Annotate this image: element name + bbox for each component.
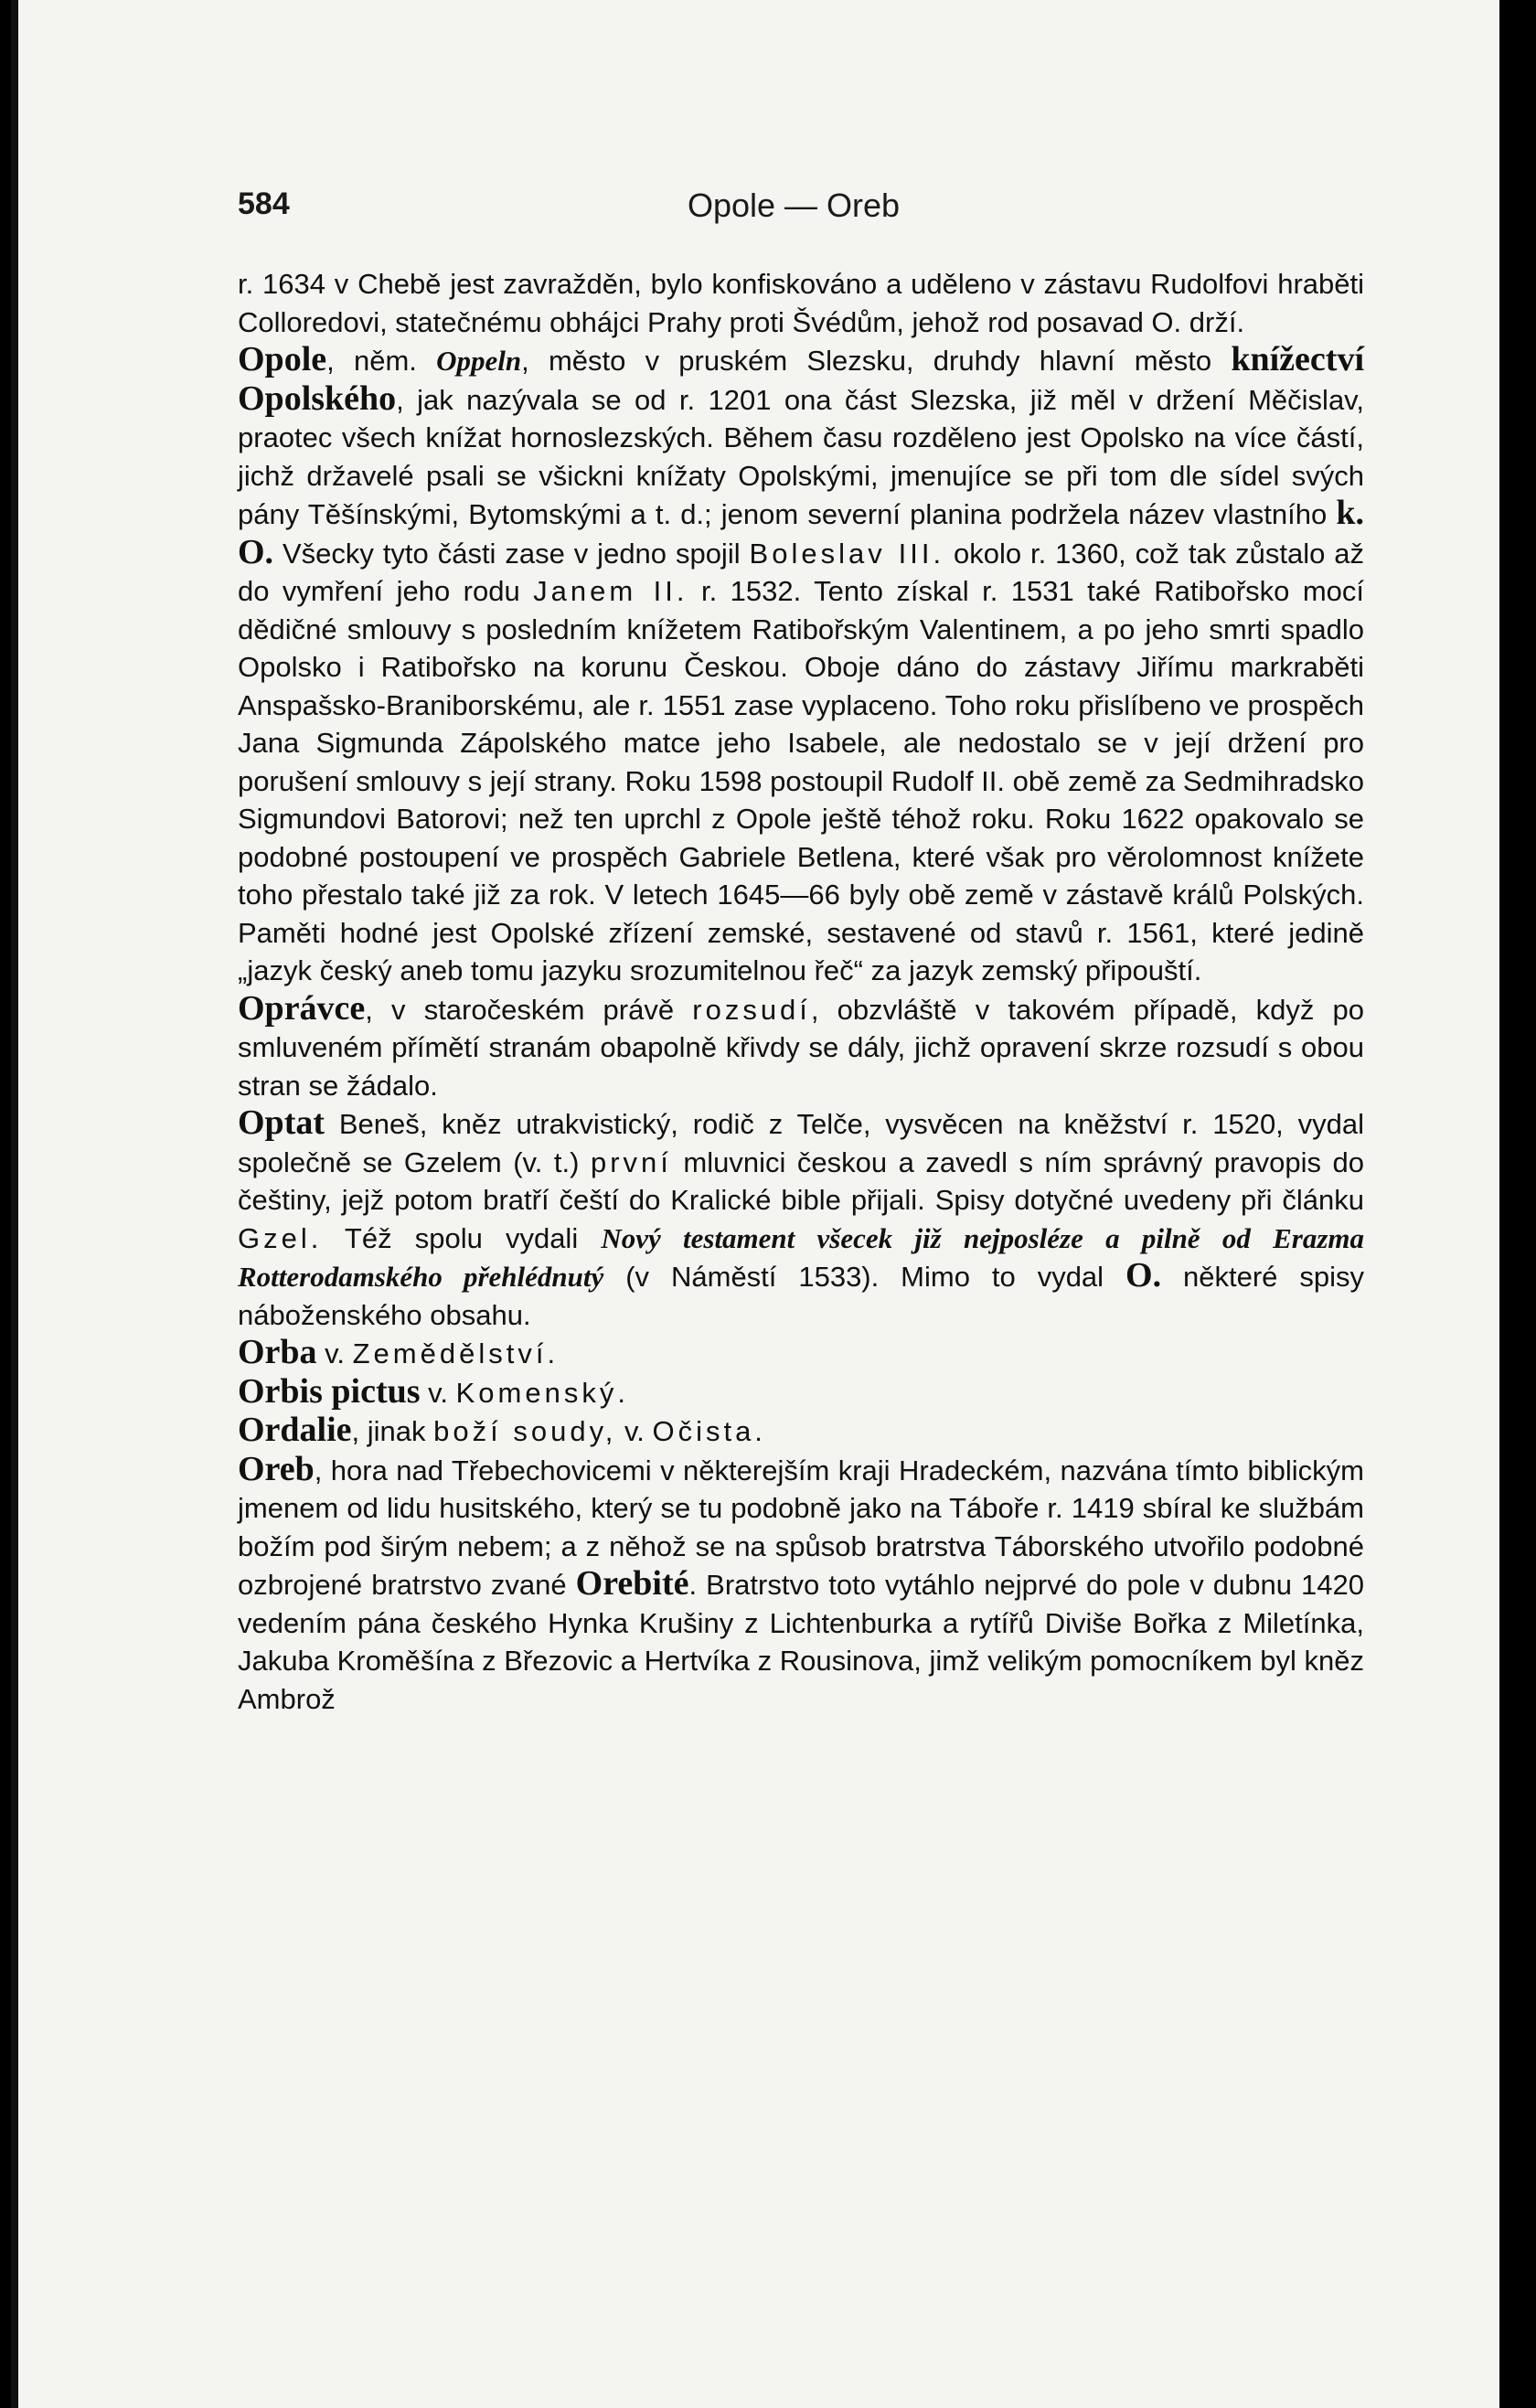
headword: Oreb: [238, 1449, 315, 1488]
headword: Orba: [238, 1333, 317, 1371]
entry-orba: Orba v. Zemědělství.: [238, 1333, 560, 1371]
entry-orbis-pictus: Orbis pictus v. Komenský.: [238, 1371, 629, 1411]
headword: Ordalie: [238, 1411, 352, 1449]
entry-opole: Opole, něm. Oppeln, město v pruském Slezsku, druhdy hlavní město knížectví Opolského, jak nazývala se od r. 1201 ona část Slezska, již měl v držení Měčislav, praotec všech knížat hornoslezských. Během času rozděleno jest Opolsko na více částí, jichž državelé psali se všickni knížaty Opolskými, jmenujíce se při tom dle sídel svých pány Těšínskými, Bytomskými a t. d.; jenom severní planina podržela název vlastního k. O. Všecky tyto části zase v jedno spojil Boleslav III. okolo r. 1360, což tak zůstalo až do vymření jeho rodu Janem II. r. 1532. Tento získal r. 1531 také Ratibořsko mocí dědičné smlouvy s posledním knížetem Ratibořským Valentinem, a po jeho smrti spadlo Opolsko i Ratibořsko na korunu Českou. Oboje dáno do zástavy Jiřímu markraběti Anspašsko-Braniborskému, ale r. 1551 zase vyplaceno. Toho roku přislíbeno ve prospěch Jana Sigmunda Zápolského matce jeho Isabele, ale nedostalo se v její držení pro porušení smlouvy s její strany. Roku 1598 postoupil Rudolf II. obě země za Sedmihradsko Sigmundovi Batorovi; než ten uprchl z Opole ještě téhož roku. Roku 1622 opakovalo se podobné postoupení ve prospěch Gabriele Betlena, které však pro věrolomnost knížete toho přestalo také již za rok. V letech 1645—66 byly obě země v zástavě králů Polských. Paměti hodné jest Opolské zřízení zemské, sestavené od stavů r. 1561, které jedině „jazyk český aneb tomu jazyku srozumitelnou řeč“ za jazyk zemský připouští.: [238, 340, 1365, 986]
entry-continuation: r. 1634 v Chebě jest zavražděn, bylo konfiskováno a uděleno v zástavu Rudolfovi hraběti Colloredovi, statečnému obhájci Prahy proti Švédům, jehož rod posavad O. drží.: [238, 268, 1364, 338]
entry-ordalie: Ordalie, jinak boží soudy, v. Očista.: [238, 1411, 766, 1449]
scanned-page: [11, 0, 1499, 2408]
page-header: [227, 179, 1360, 225]
entry-opravce: Oprávce, v staročeském právě rozsudí, obzvláště v takovém případě, když po smluveném přímětí stranám obapolně křivdy se dály, jichž opravení skrze rozsudí s obou stran se žádalo.: [238, 988, 1364, 1102]
headword: Optat: [238, 1103, 325, 1142]
headword: Oprávce: [238, 988, 366, 1028]
page-number: 584: [238, 186, 290, 221]
headword: Opole: [238, 340, 327, 378]
entry-oreb: Oreb, hora nad Třebechovicemi v některejším kraji Hradeckém, nazvána tímto biblickým jmenem od lidu husitského, který se tu podobně jako na Táboře r. 1419 sbíral ke službám božím pod širým nebem; a z něhož se na spůsob bratrstva Táborského utvořilo podobné ozbrojené bratrstvo zvané Orebité. Bratrstvo toto vytáhlo nejprvé do pole v dubnu 1420 vedením pána českého Hynka Krušiny z Lichtenburka a rytířů Diviše Bořka z Miletínka, Jakuba Kroměšína z Březovic a Hertvíka z Rousinova, jimž velikým pomocníkem byl kněz Ambrož: [238, 1449, 1364, 1715]
headword: Orbis pictus: [238, 1371, 421, 1411]
running-title: Opole — Oreb: [687, 186, 901, 224]
entry-optat: Optat Beneš, kněz utrakvistický, rodič z Telče, vysvěcen na kněžství r. 1520, vydal společně se Gzelem (v. t.) první mluvnici českou a zavedl s ním správný pravopis do češtiny, jejž potom bratří čeští do Kralické bible přijali. Spisy dotyčné uvedeny při článku Gzel. Též spolu vydali Nový testament všecek již nejposléze a pilně od Erazma Rotterodamského přehlédnutý (v Náměstí 1533). Mimo to vydal O. některé spisy náboženského obsahu.: [238, 1103, 1365, 1331]
body-text: [238, 265, 1364, 1718]
scan-border: [11, 0, 18, 2408]
